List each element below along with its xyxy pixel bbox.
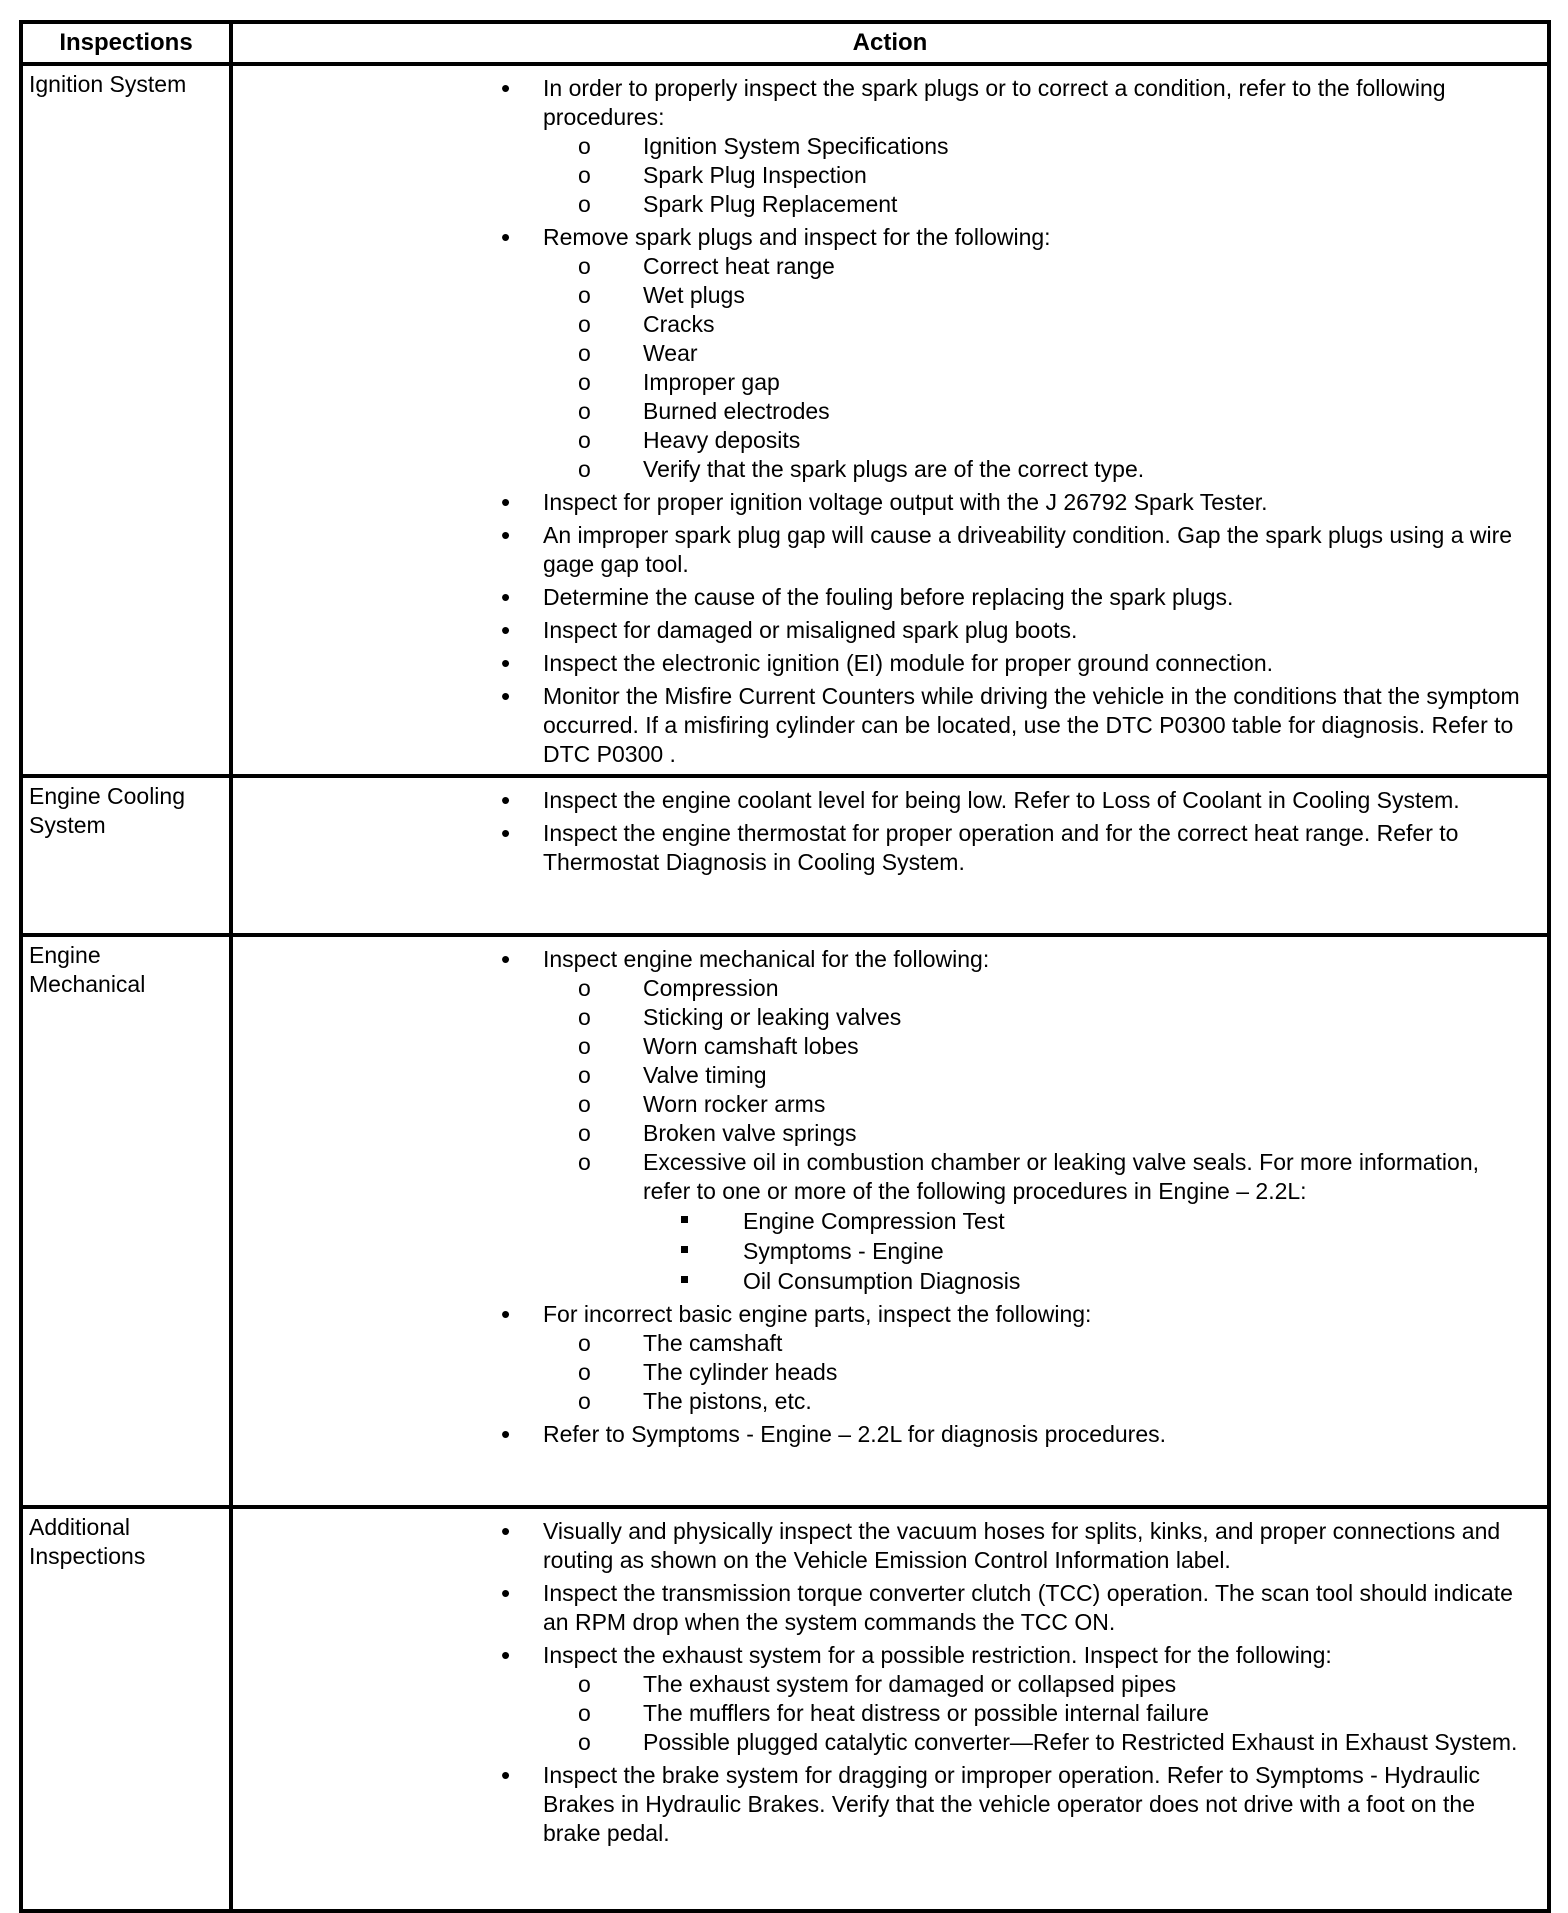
sub-text: Possible plugged catalytic converter—Refer to Restricted Exhaust in Exhaust System. — [643, 1729, 1518, 1755]
bullet-item — [233, 1579, 1527, 1637]
inspections-table — [19, 20, 1551, 1913]
sub-item: o Worn camshaft lobes — [578, 1033, 859, 1059]
header-inspections: Inspections — [21, 22, 231, 64]
sub-text: The pistons, etc. — [643, 1388, 812, 1414]
sub-text: Wet plugs — [643, 282, 745, 308]
sub-item: o Broken valve springs — [578, 1120, 857, 1146]
action-cell — [231, 64, 1549, 776]
sub-item: o Valve timing — [578, 1062, 767, 1088]
bullet-text: • Determine the cause of the fouling before replacing the spark plugs. — [543, 584, 1234, 610]
bullet-item — [233, 521, 1527, 579]
bullet-item — [233, 945, 1527, 1296]
sub-item: o Ignition System Specifications — [578, 133, 949, 159]
bullet-item — [233, 649, 1527, 678]
bullet-text: • Inspect for proper ignition voltage output with the J 26792 Spark Tester. — [543, 489, 1268, 515]
sub-text: Spark Plug Replacement — [643, 191, 898, 217]
subsub-item — [233, 1236, 1527, 1266]
sub-item: o Sticking or leaking valves — [578, 1004, 902, 1030]
sub-text: The cylinder heads — [643, 1359, 838, 1385]
bullet-text: • For incorrect basic engine parts, inspect the following: — [543, 1301, 1092, 1327]
header-row — [21, 22, 1549, 64]
action-list — [233, 1517, 1527, 1848]
subsub-text: Symptoms - Engine — [743, 1238, 944, 1264]
sub-text: Heavy deposits — [643, 427, 801, 453]
bullet-text: • Visually and physically inspect the vacuum hoses for splits, kinks, and proper connections and routing as shown on the Vehicle Emission Control Information label. — [543, 1518, 1501, 1573]
bullet-item — [233, 223, 1527, 484]
sub-item: o Compression — [578, 975, 779, 1001]
bullet-text: • In order to properly inspect the spark plugs or to correct a condition, refer to the following procedures: — [543, 75, 1446, 130]
action-list — [233, 74, 1527, 769]
subsub-text: Oil Consumption Diagnosis — [743, 1268, 1021, 1294]
sub-item: o Excessive oil in combustion chamber or leaking valve seals. For more information, refer to one or more of the following procedures in Engine – 2.2L: — [578, 1149, 1480, 1204]
sub-text: Excessive oil in combustion chamber or leaking valve seals. For more information, refer to one or more of the following procedures in Engine – 2.2L: — [643, 1149, 1480, 1204]
sub-item: o Correct heat range — [578, 253, 835, 279]
table-row — [21, 64, 1549, 776]
action-cell — [231, 776, 1549, 935]
bullet-text: • Inspect for damaged or misaligned spark plug boots. — [543, 617, 1078, 643]
bullet-item — [233, 1517, 1527, 1575]
bullet-item — [233, 616, 1527, 645]
subsub-item — [233, 1266, 1527, 1296]
bullet-item — [233, 583, 1527, 612]
sub-item: o Spark Plug Inspection — [578, 162, 867, 188]
sub-item: o Spark Plug Replacement — [578, 191, 898, 217]
bullet-item — [233, 1641, 1527, 1757]
sub-item: o Wet plugs — [578, 282, 745, 308]
bullet-text: • Inspect the brake system for dragging or improper operation. Refer to Symptoms - Hydraulic Brakes in Hydraulic Brakes. Verify that the vehicle operator does not drive with a foot on the brake pedal. — [543, 1762, 1481, 1846]
action-list — [233, 945, 1527, 1449]
sub-item: o Cracks — [578, 311, 715, 337]
sub-item: o The cylinder heads — [578, 1359, 838, 1385]
bullet-text: • Inspect the exhaust system for a possible restriction. Inspect for the following: — [543, 1642, 1332, 1668]
sub-item: o Possible plugged catalytic converter—Refer to Restricted Exhaust in Exhaust System. — [578, 1729, 1518, 1755]
bullet-text: • Inspect the electronic ignition (EI) module for proper ground connection. — [543, 650, 1274, 676]
square-bullet-icon — [681, 1216, 688, 1223]
sub-text: Verify that the spark plugs are of the correct type. — [643, 456, 1145, 482]
sub-text: Correct heat range — [643, 253, 835, 279]
sub-text: The exhaust system for damaged or collapsed pipes — [643, 1671, 1177, 1697]
sub-item: o The exhaust system for damaged or collapsed pipes — [578, 1671, 1177, 1697]
sub-text: Burned electrodes — [643, 398, 830, 424]
sub-text: Spark Plug Inspection — [643, 162, 867, 188]
bullet-item — [233, 682, 1527, 769]
table-row — [21, 1507, 1549, 1911]
sub-text: Cracks — [643, 311, 715, 337]
sub-text: Wear — [643, 340, 698, 366]
bullet-item — [233, 786, 1527, 815]
action-cell — [231, 1507, 1549, 1911]
sub-item: o The pistons, etc. — [578, 1388, 812, 1414]
square-bullet-icon — [681, 1246, 688, 1253]
sub-item: o Burned electrodes — [578, 398, 830, 424]
action-cell — [231, 935, 1549, 1507]
bullet-item — [233, 1761, 1527, 1848]
inspection-label: Engine Mechanical — [21, 935, 231, 1507]
sub-text: Broken valve springs — [643, 1120, 857, 1146]
sub-item: o Wear — [578, 340, 698, 366]
bullet-item — [233, 819, 1527, 877]
bullet-text: • An improper spark plug gap will cause a driveability condition. Gap the spark plugs using a wire gage gap tool. — [543, 522, 1513, 577]
sub-item: o Improper gap — [578, 369, 780, 395]
sub-text: The camshaft — [643, 1330, 783, 1356]
bullet-text: • Monitor the Misfire Current Counters while driving the vehicle in the conditions that the symptom occurred. If a misfiring cylinder can be located, use the DTC P0300 table for diagnosis. Refer to DTC P0300 . — [543, 683, 1520, 767]
sub-item: o The camshaft — [578, 1330, 783, 1356]
sub-text: Valve timing — [643, 1062, 767, 1088]
sub-text: Worn rocker arms — [643, 1091, 826, 1117]
subsub-text: Engine Compression Test — [743, 1208, 1005, 1234]
bullet-text: • Inspect the engine thermostat for proper operation and for the correct heat range. Refer to Thermostat Diagnosis in Cooling System. — [543, 820, 1459, 875]
sub-text: Compression — [643, 975, 779, 1001]
sub-item: o The mufflers for heat distress or possible internal failure — [578, 1700, 1209, 1726]
header-action: Action — [231, 22, 1549, 64]
sub-text: Improper gap — [643, 369, 780, 395]
sub-item: o Verify that the spark plugs are of the correct type. — [578, 456, 1145, 482]
table-row — [21, 935, 1549, 1507]
document-page — [19, 20, 1547, 1846]
sub-text: Worn camshaft lobes — [643, 1033, 859, 1059]
square-bullet-icon — [681, 1276, 688, 1283]
inspection-label: Ignition System — [21, 64, 231, 776]
bullet-item — [233, 1300, 1527, 1416]
sub-text: Ignition System Specifications — [643, 133, 949, 159]
bullet-item — [233, 1420, 1527, 1449]
sub-text: Sticking or leaking valves — [643, 1004, 902, 1030]
table-row — [21, 776, 1549, 935]
bullet-text: • Inspect engine mechanical for the following: — [543, 946, 990, 972]
bullet-text: • Inspect the transmission torque converter clutch (TCC) operation. The scan tool should indicate an RPM drop when the system commands the TCC ON. — [543, 1580, 1513, 1635]
bullet-text: • Refer to Symptoms - Engine – 2.2L for diagnosis procedures. — [543, 1421, 1167, 1447]
bullet-text: • Inspect the engine coolant level for being low. Refer to Loss of Coolant in Cooling System. — [543, 787, 1460, 813]
subsub-item — [233, 1206, 1527, 1236]
bullet-text: • Remove spark plugs and inspect for the following: — [543, 224, 1051, 250]
inspection-label: Additional Inspections — [21, 1507, 231, 1911]
sub-item: o Worn rocker arms — [578, 1091, 826, 1117]
bullet-item — [233, 74, 1527, 219]
inspection-label: Engine Cooling System — [21, 776, 231, 935]
bullet-item — [233, 488, 1527, 517]
sub-item: o Heavy deposits — [578, 427, 801, 453]
sub-text: The mufflers for heat distress or possible internal failure — [643, 1700, 1209, 1726]
action-list — [233, 786, 1527, 877]
